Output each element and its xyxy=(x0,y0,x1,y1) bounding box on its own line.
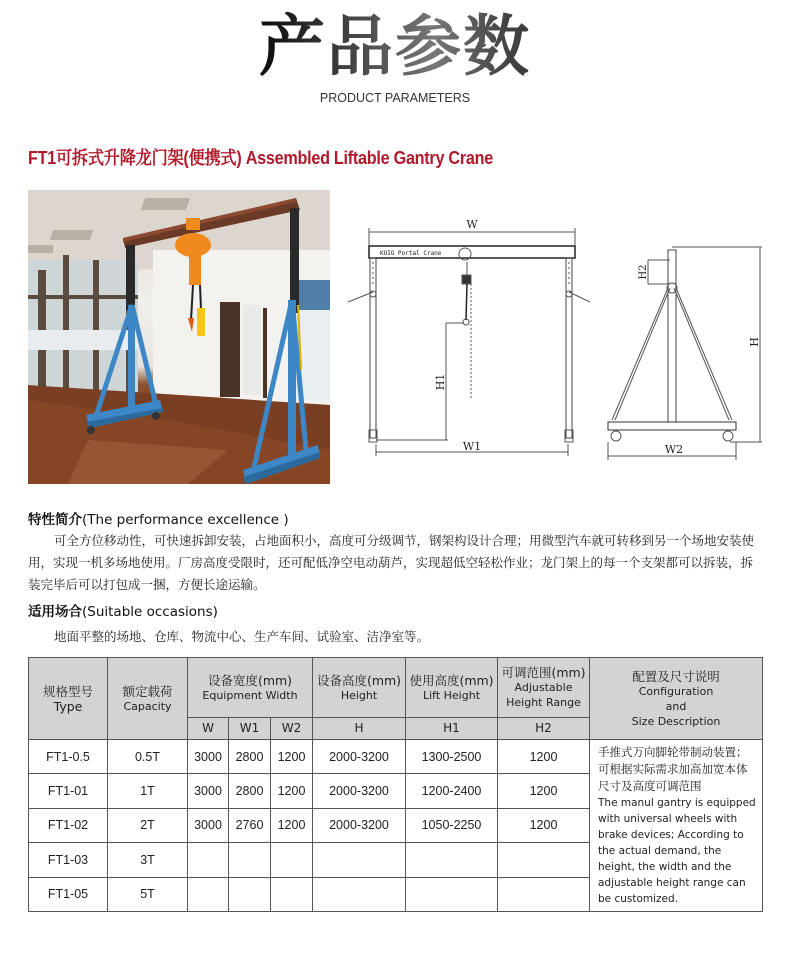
subheader-w: W xyxy=(188,718,229,740)
cell-h xyxy=(313,877,406,911)
product-heading: FT1可拆式升降龙门架(便携式) Assembled Liftable Gantry Crane xyxy=(28,148,494,168)
table-header-row xyxy=(29,658,763,718)
cell-h1 xyxy=(406,843,498,877)
header-adjustable: 可调范围(mm) Adjustable Height Range xyxy=(498,658,590,718)
cell-w1 xyxy=(229,843,271,877)
features-paragraph: 可全方位移动性，可快速拆卸安装，占地面积小，高度可分级调节，钢架构设计合理；用微型汽车就可转移到另一个场地安装使用，实现一机多场地使用。厂房高度受限时，还可配低净空电动葫芦，实现超低空轻松作业；龙门架上的每一个支架都可以拆装，拆装完毕后可以打包成一捆，方便长途运输。 xyxy=(28,533,755,592)
cell-h: 2000-3200 xyxy=(313,740,406,774)
cell-h xyxy=(313,843,406,877)
cell-w2: 1200 xyxy=(271,808,313,842)
label-h: H xyxy=(748,337,761,347)
page-title: 产品参数 xyxy=(0,10,790,84)
cell-capacity: 2T xyxy=(108,808,188,842)
cell-h2: 1200 xyxy=(498,740,590,774)
front-view-drawing xyxy=(340,212,590,470)
cell-description xyxy=(590,740,763,912)
features-title-zh: 特性简介 xyxy=(28,512,82,528)
cell-capacity: 1T xyxy=(108,774,188,808)
label-h2: H2 xyxy=(638,264,649,280)
cell-h2: 1200 xyxy=(498,774,590,808)
cell-w: 3000 xyxy=(188,740,229,774)
cell-type: FT1-02 xyxy=(29,808,108,842)
occasions-paragraph: 地面平整的场地、仓库、物流中心、生产车间、试验室、洁净室等。 xyxy=(54,629,430,644)
label-w: W xyxy=(466,218,478,231)
table-row xyxy=(29,740,763,774)
occasions-title-en: (Suitable occasions) xyxy=(82,604,218,620)
header-width: 设备宽度(mm) Equipment Width xyxy=(188,658,313,718)
cell-type: FT1-01 xyxy=(29,774,108,808)
cell-capacity: 3T xyxy=(108,843,188,877)
features-title xyxy=(28,508,289,528)
cell-capacity: 5T xyxy=(108,877,188,911)
beam-label: KOIO Portal Crane xyxy=(380,250,442,257)
cell-type: FT1-03 xyxy=(29,843,108,877)
cell-w1: 2800 xyxy=(229,774,271,808)
cell-w2 xyxy=(271,877,313,911)
header-lift-height: 使用高度(mm) Lift Height xyxy=(406,658,498,718)
subheader-h2: H2 xyxy=(498,718,590,740)
subheader-h1: H1 xyxy=(406,718,498,740)
side-view-drawing xyxy=(590,212,780,470)
header-height: 设备高度(mm) Height xyxy=(313,658,406,718)
cell-w: 3000 xyxy=(188,774,229,808)
label-w2: W2 xyxy=(664,443,684,456)
occasions-text xyxy=(28,626,764,648)
cell-h1 xyxy=(406,877,498,911)
label-h1: H1 xyxy=(434,373,447,391)
label-w1: W1 xyxy=(462,440,482,453)
description-en: The manul gantry is equipped with universal wheels with brake devices; According to the actual demand, the height, the width and the adjustable height range can be customized. xyxy=(598,797,756,905)
cell-w1: 2760 xyxy=(229,808,271,842)
cell-w xyxy=(188,843,229,877)
header-config: 配置及尺寸说明 Configuration and Size Description xyxy=(590,658,763,740)
cell-w1 xyxy=(229,877,271,911)
features-title-en: (The performance excellence ) xyxy=(82,512,289,528)
subheader-w1: W1 xyxy=(229,718,271,740)
cell-h: 2000-3200 xyxy=(313,774,406,808)
cell-w xyxy=(188,877,229,911)
header-type: 规格型号 Type xyxy=(29,658,108,740)
spec-table xyxy=(28,657,763,912)
cell-h1: 1200-2400 xyxy=(406,774,498,808)
gantry-crane-photo xyxy=(28,190,330,484)
cell-w: 3000 xyxy=(188,808,229,842)
cell-h2 xyxy=(498,877,590,911)
cell-w1: 2800 xyxy=(229,740,271,774)
header-capacity: 额定载荷 Capacity xyxy=(108,658,188,740)
page-subtitle: PRODUCT PARAMETERS xyxy=(319,91,471,105)
cell-w2: 1200 xyxy=(271,740,313,774)
cell-h: 2000-3200 xyxy=(313,808,406,842)
occasions-title-zh: 适用场合 xyxy=(28,604,82,620)
subheader-w2: W2 xyxy=(271,718,313,740)
cell-h2: 1200 xyxy=(498,808,590,842)
cell-h1: 1050-2250 xyxy=(406,808,498,842)
features-text xyxy=(28,530,764,596)
cell-w2 xyxy=(271,843,313,877)
occasions-title xyxy=(28,600,218,620)
cell-h2 xyxy=(498,843,590,877)
cell-type: FT1-0.5 xyxy=(29,740,108,774)
cell-capacity: 0.5T xyxy=(108,740,188,774)
subheader-h: H xyxy=(313,718,406,740)
description-zh: 手推式万向脚轮带制动装置；可根据实际需求加高加宽本体尺寸及高度可调范围 xyxy=(598,745,748,793)
product-photo xyxy=(28,190,330,484)
cell-type: FT1-05 xyxy=(29,877,108,911)
cell-h1: 1300-2500 xyxy=(406,740,498,774)
cell-w2: 1200 xyxy=(271,774,313,808)
